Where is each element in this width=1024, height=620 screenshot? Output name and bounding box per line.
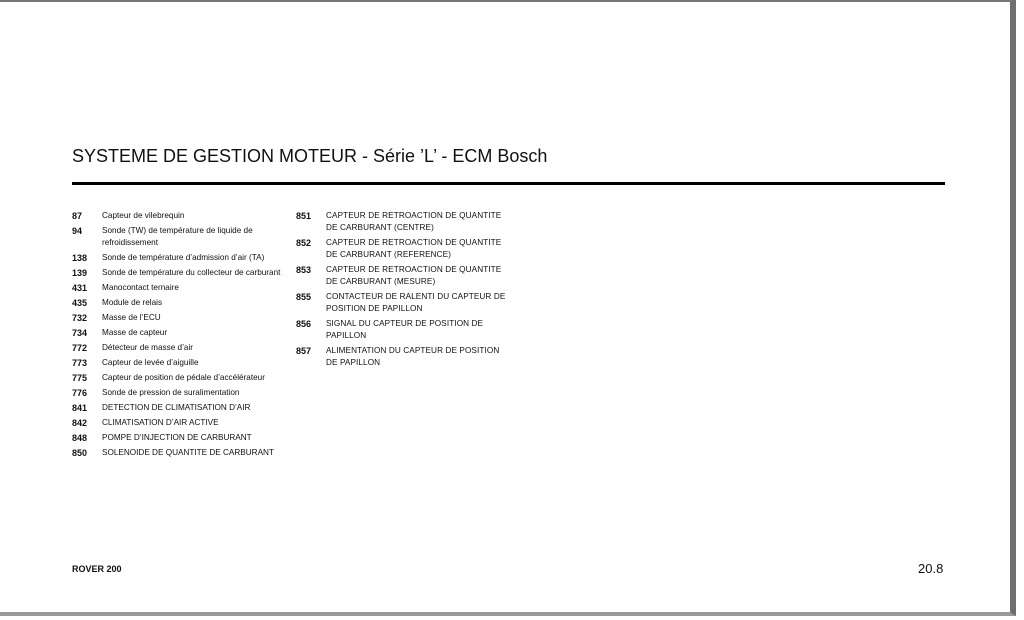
legend-number: 431 [72,283,88,293]
legend-description: POMPE D’INJECTION DE CARBURANT [102,433,252,442]
legend-description: Capteur de vilebrequin [102,211,185,220]
legend-number: 138 [72,253,88,263]
legend-description: Capteur de levée d’aiguille [102,358,199,367]
legend-description: Détecteur de masse d’air [102,343,194,352]
legend-item [296,291,506,315]
legend-item [72,282,282,294]
legend-item [72,432,282,444]
legend-item [296,210,506,234]
legend-description: Manocontact ternaire [102,283,179,292]
legend-description: Sonde (TW) de température de liquide de refroidissement [102,226,253,247]
legend-item [72,312,282,324]
legend-number: 94 [72,226,83,236]
legend-description: CAPTEUR DE RETROACTION DE QUANTITE DE CARBURANT (REFERENCE) [326,238,502,259]
legend-description: SOLENOIDE DE QUANTITE DE CARBURANT [102,448,274,457]
legend-item [72,225,282,249]
legend-item [296,345,506,369]
legend-number: 732 [72,313,88,323]
legend-description: Sonde de pression de suralimentation [102,388,240,397]
legend-description: Masse de l’ECU [102,313,161,322]
legend-number: 772 [72,343,88,353]
legend-description: DETECTION DE CLIMATISATION D’AIR [102,403,251,412]
legend-item [72,327,282,339]
legend-description: CLIMATISATION D’AIR ACTIVE [102,418,219,427]
legend-left-column [72,210,282,462]
legend-number: 776 [72,388,88,398]
legend-number: 435 [72,298,88,308]
legend-description: SIGNAL DU CAPTEUR DE POSITION DE PAPILLON [326,319,484,340]
legend-item [72,342,282,354]
legend-description: Capteur de position de pédale d’accélérateur [102,373,265,382]
legend-number: 852 [296,238,312,248]
legend-item [72,267,282,279]
legend-item [72,387,282,399]
legend-right-column [296,210,506,372]
legend-description: Sonde de température d’admission d’air (TA) [102,253,265,262]
legend-description: ALIMENTATION DU CAPTEUR DE POSITION DE PAPILLON [326,346,500,367]
legend-number: 841 [72,403,88,413]
legend-item [72,357,282,369]
legend-item [72,210,282,222]
title-divider [72,182,945,185]
legend-description: CAPTEUR DE RETROACTION DE QUANTITE DE CARBURANT (CENTRE) [326,211,502,232]
legend-number: 139 [72,268,88,278]
legend-description: Sonde de température du collecteur de carburant [102,268,281,277]
page-title: SYSTEME DE GESTION MOTEUR - Série ’L’ - ECM Bosch [72,146,548,166]
legend-number: 855 [296,292,312,302]
legend-description: CONTACTEUR DE RALENTI DU CAPTEUR DE POSITION DE PAPILLON [326,292,506,313]
legend-number: 856 [296,319,312,329]
footer-model: ROVER 200 [72,564,122,574]
legend-item [72,402,282,414]
legend-number: 773 [72,358,88,368]
page-number: 20.8 [918,561,944,576]
legend-item [72,372,282,384]
legend-description: CAPTEUR DE RETROACTION DE QUANTITE DE CARBURANT (MESURE) [326,265,502,286]
legend-number: 734 [72,328,88,338]
legend-number: 857 [296,346,312,356]
legend-item [72,297,282,309]
legend-description: Masse de capteur [102,328,168,337]
legend-number: 850 [72,448,88,458]
legend-item [296,237,506,261]
legend-number: 87 [72,211,83,221]
legend-item [72,252,282,264]
legend-number: 775 [72,373,88,383]
legend-item [296,264,506,288]
legend-number: 853 [296,265,312,275]
legend-number: 842 [72,418,88,428]
legend-item [296,318,506,342]
legend-number: 848 [72,433,88,443]
legend-description: Module de relais [102,298,163,307]
legend-item [72,447,282,459]
legend-number: 851 [296,211,312,221]
legend-item [72,417,282,429]
